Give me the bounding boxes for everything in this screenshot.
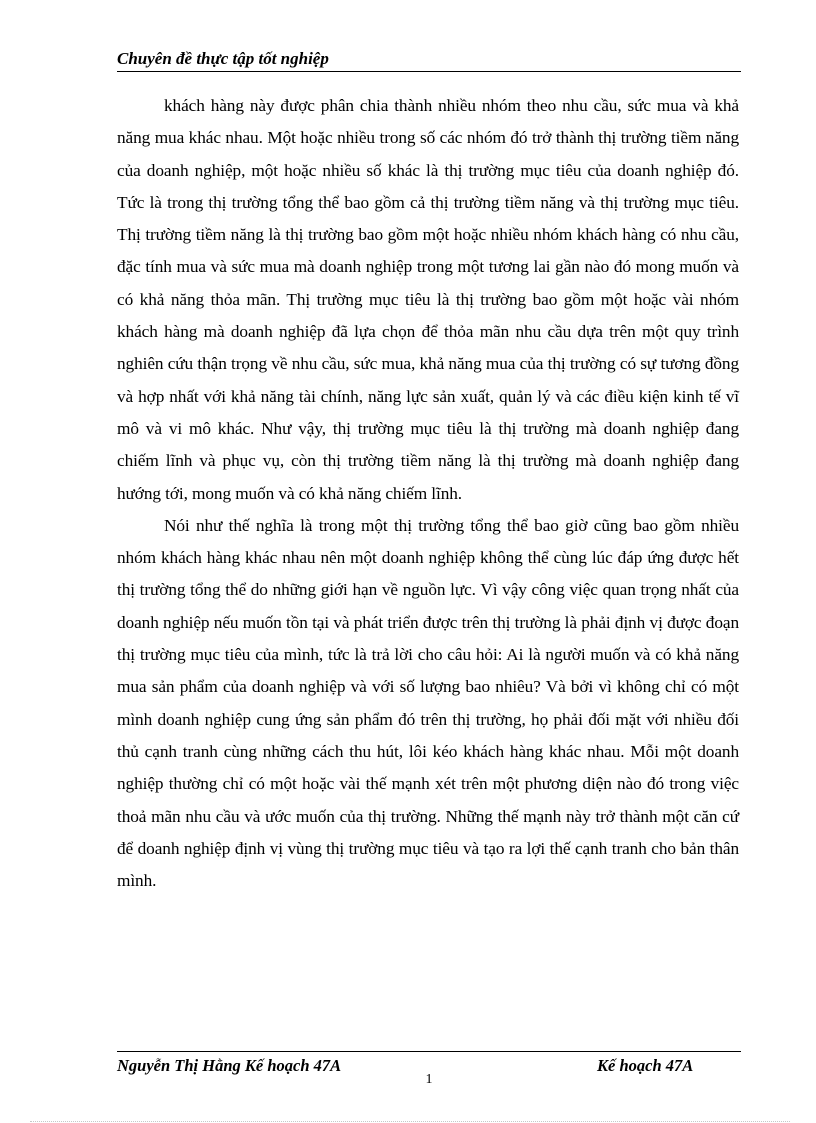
body-paragraph: Nói như thế nghĩa là trong một thị trường tổng thể bao giờ cũng bao gồm nhiều nhóm khách hàng khác nhau nên một doanh nghiệp không thể cùng lúc đáp ứng được hết thị trường tổng thể do những giới hạn về nguồn lực. Vì vậy công việc quan trọng nhất của doanh nghiệp nếu muốn tồn tại và phát triển được trên thị trường là phải định vị được đoạn thị trường mục tiêu của mình, tức là trả lời cho câu hỏi: Ai là người muốn và có khả năng mua sản phẩm của doanh nghiệp và với số lượng bao nhiêu? Và bởi vì không chỉ có một mình doanh nghiệp cung ứng sản phẩm đó trên thị trường, họ phải đối mặt với nhiều đối thủ cạnh tranh cùng những cách thu hút, lôi kéo khách hàng khác nhau. Mỗi một doanh nghiệp thường chỉ có một hoặc vài thế mạnh xét trên một phương diện nào đó trong việc thoả mãn nhu cầu và ước muốn của thị trường. Những thế mạnh này trở thành một căn cứ để doanh nghiệp định vị vùng thị trường mục tiêu và tạo ra lợi thế cạnh tranh cho bản thân mình. [117,515,739,891]
footer-rule [117,1051,741,1052]
page-edge-divider [30,1121,790,1122]
document-body [117,90,739,897]
footer-row [117,1056,741,1087]
footer-class: Kế hoạch 47A [597,1056,694,1075]
page-header [117,48,741,72]
header-rule [117,71,741,72]
footer-author: Nguyễn Thị Hằng Kế hoạch 47A [117,1056,342,1075]
header-title: Chuyên đề thực tập tốt nghiệp [117,49,329,68]
page-footer [117,1051,741,1087]
page-number: 1 [425,1072,433,1087]
body-paragraph: khách hàng này được phân chia thành nhiều nhóm theo nhu cầu, sức mua và khả năng mua khác nhau. Một hoặc nhiều trong số các nhóm đó trở thành thị trường tiềm năng của doanh nghiệp, một hoặc nhiều số khác là thị trường mục tiêu của doanh nghiệp đó. Tức là trong thị trường tổng thể bao gồm cả thị trường tiềm năng và thị trường mục tiêu. Thị trường tiềm năng là thị trường bao gồm một hoặc nhiều nhóm khách hàng có nhu cầu, đặc tính mua và sức mua mà doanh nghiệp trong một tương lai gần nào đó mong muốn và có khả năng thỏa mãn. Thị trường mục tiêu là thị trường bao gồm một hoặc vài nhóm khách hàng mà doanh nghiệp đã lựa chọn để thỏa mãn nhu cầu dựa trên một quy trình nghiên cứu thận trọng về nhu cầu, sức mua, khả năng mua của thị trường có sự tương đồng và hợp nhất với khả năng tài chính, năng lực sản xuất, quản lý và các điều kiện kinh tế vĩ mô và vi mô khác. Như vậy, thị trường mục tiêu là thị trường mà doanh nghiệp đang chiếm lĩnh và phục vụ, còn thị trường tiềm năng là thị trường mà doanh nghiệp đang hướng tới, mong muốn và có khả năng chiếm lĩnh. [117,96,739,503]
